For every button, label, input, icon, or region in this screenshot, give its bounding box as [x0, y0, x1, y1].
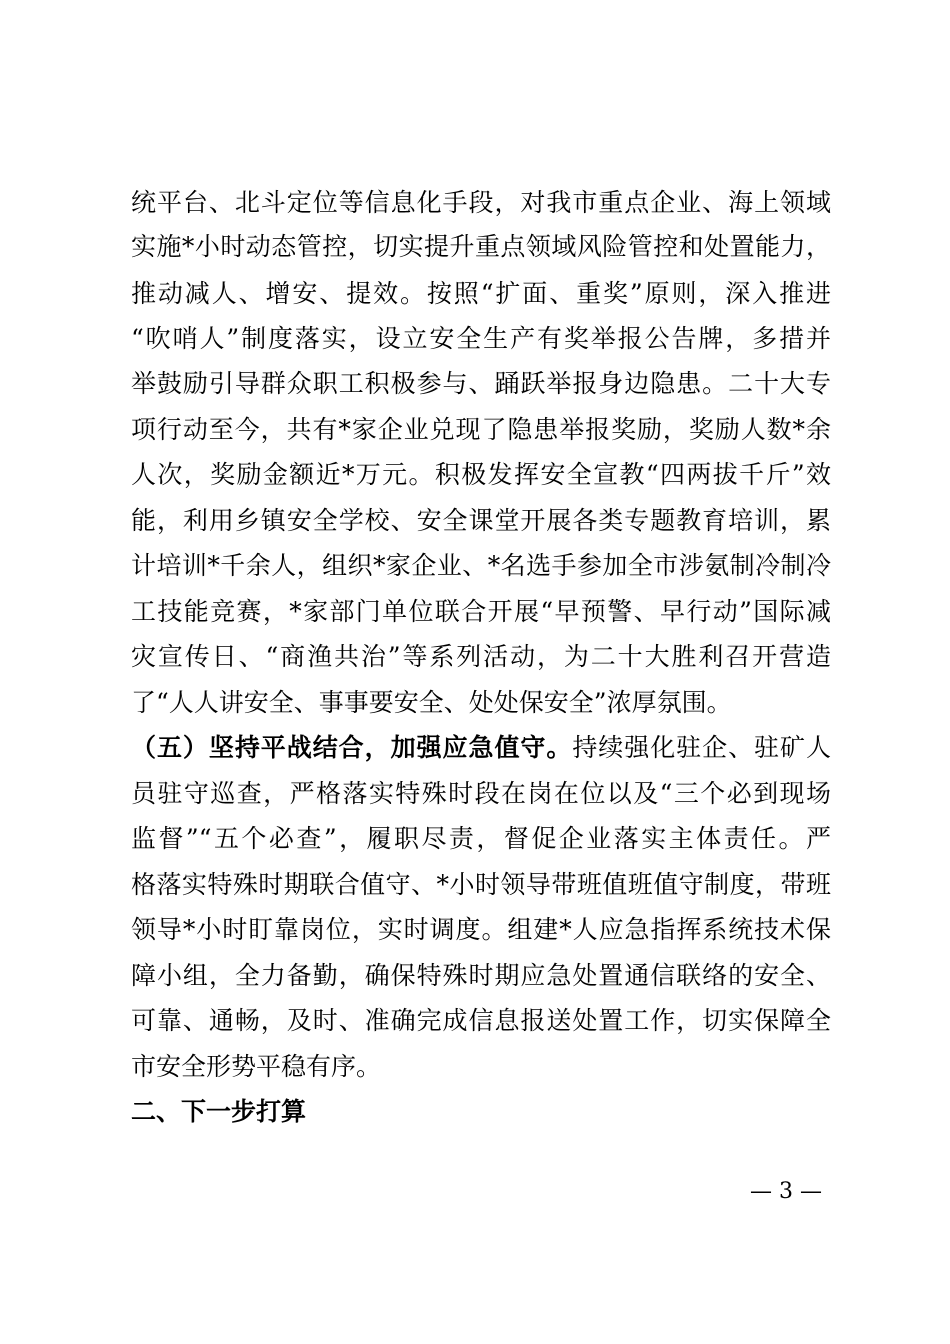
section-heading: 二、下一步打算 [131, 1097, 307, 1126]
paragraph-line: 可靠、通畅，及时、准确完成信息报送处置工作，切实保障全 [131, 1006, 831, 1035]
paragraph-line: 计培训*千余人，组织*家企业、*名选手参加全市涉氨制冷制冷 [131, 551, 831, 580]
paragraph-first-line [131, 731, 831, 765]
paragraph-line: 举鼓励引导群众职工积极参与、踊跃举报身边隐患。二十大专 [131, 369, 831, 398]
page-number: — 3 — [750, 1179, 822, 1204]
paragraph-line: 了“人人讲安全、事事要安全、处处保安全”浓厚氛围。 [131, 688, 732, 717]
paragraph-line: 格落实特殊时期联合值守、*小时领导带班值班值守制度，带班 [131, 870, 831, 899]
paragraph-line: 人次，奖励金额近*万元。积极发挥安全宣教“四两拔千斤”效 [131, 460, 831, 489]
paragraph-line: 员驻守巡查，严格落实特殊时段在岗在位以及“三个必到现场 [131, 779, 831, 808]
paragraph-lead-heading: （五）坚持平战结合，加强应急值守。 [131, 733, 573, 762]
paragraph-line: 项行动至今，共有*家企业兑现了隐患举报奖励，奖励人数*余 [131, 415, 831, 444]
paragraph-line: 障小组，全力备勤，确保特殊时期应急处置通信联络的安全、 [131, 961, 831, 990]
paragraph-line: 领导*小时盯靠岗位，实时调度。组建*人应急指挥系统技术保 [131, 915, 831, 944]
paragraph-line-rest: 持续强化驻企、驻矿人 [572, 733, 831, 762]
paragraph-line: 推动减人、增安、提效。按照“扩面、重奖”原则，深入推进 [131, 279, 831, 308]
paragraph-line: 市安全形势平稳有序。 [131, 1052, 382, 1081]
paragraph-line: 实施*小时动态管控，切实提升重点领域风险管控和处置能力， [131, 232, 831, 261]
paragraph-line: 灾宣传日、“商渔共治”等系列活动，为二十大胜利召开营造 [131, 642, 831, 671]
paragraph-line: 能，利用乡镇安全学校、安全课堂开展各类专题教育培训，累 [131, 506, 831, 535]
paragraph-line: 监督”“五个必查”，履职尽责，督促企业落实主体责任。严 [131, 824, 831, 853]
paragraph-line: 工技能竞赛，*家部门单位联合开展“早预警、早行动”国际减 [131, 597, 831, 626]
paragraph-line: “吹哨人”制度落实，设立安全生产有奖举报公告牌，多措并 [131, 324, 831, 353]
paragraph-line: 统平台、北斗定位等信息化手段，对我市重点企业、海上领域 [131, 188, 831, 217]
